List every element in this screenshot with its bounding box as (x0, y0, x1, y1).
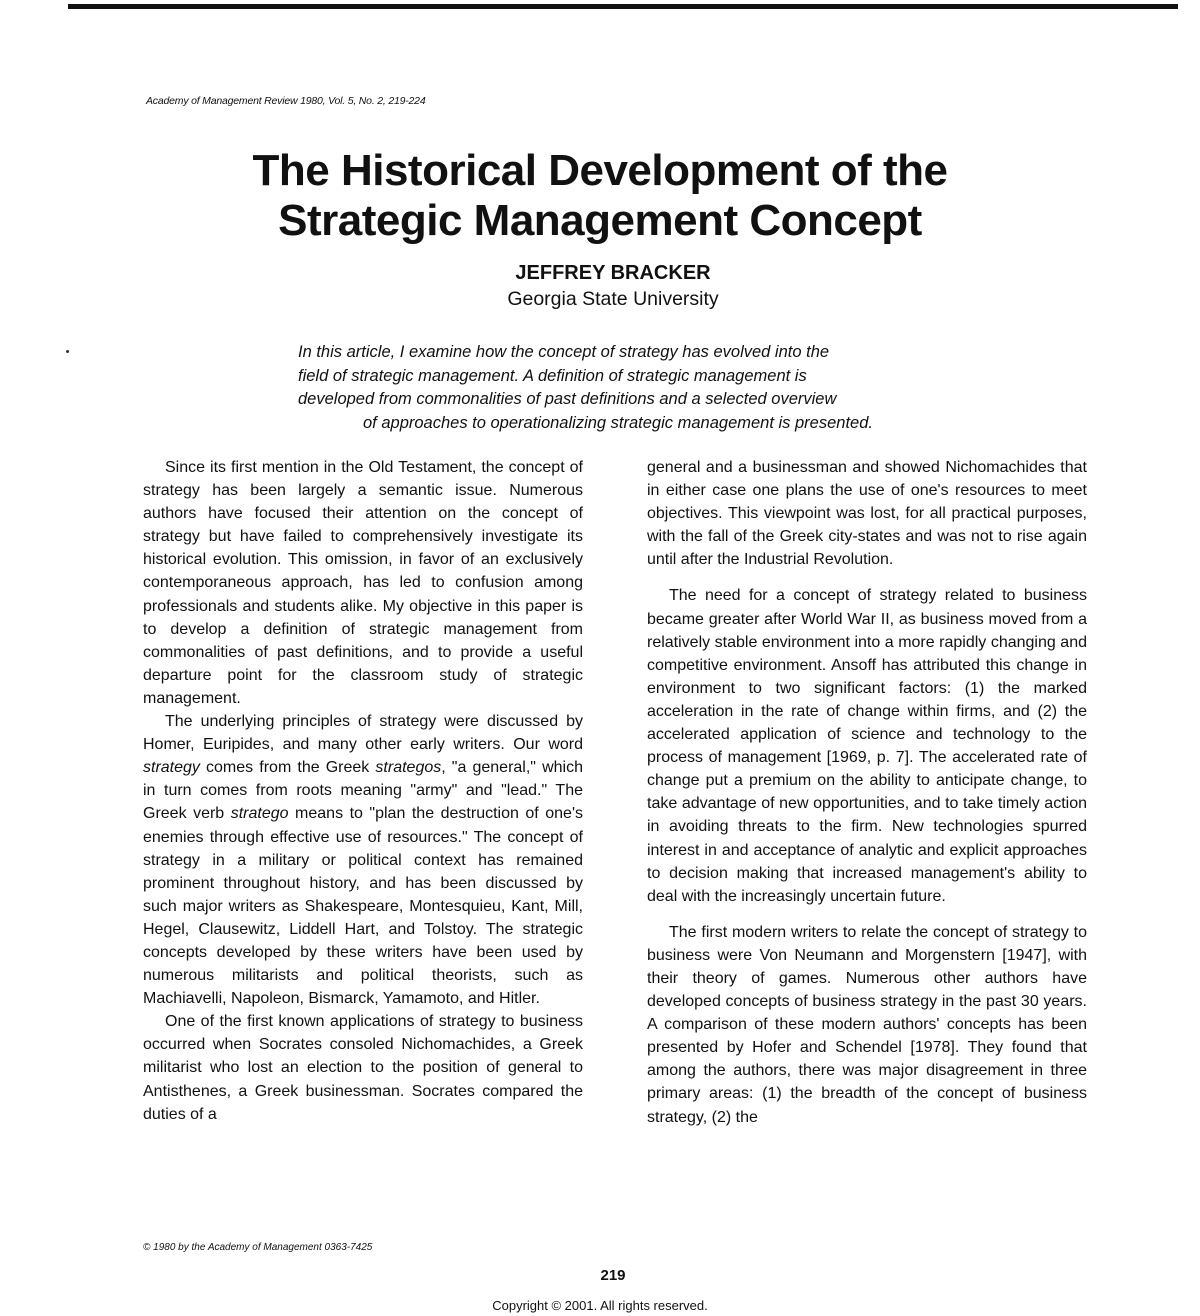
paragraph: The first modern writers to relate the concept of strategy to business were Von Neumann and Morgenstern [1947], with their theory of games. Numerous other authors have developed concepts of business strategy in the past 30 years. A comparison of these modern authors' concepts has been presented by Hofer and Schendel [1978]. They found that among the authors, there was major disagreement in three primary areas: (1) the breadth of the concept of business strategy, (2) the (647, 923, 1087, 1126)
text-run: means to "plan the destruction of one's enemies through effective use of resources." The concept of strategy in a military or political context has remained prominent throughout history, and has been discussed by such major writers as Shakespeare, Montesquieu, Kant, Mill, Hegel, Clausewitz, Liddell Hart, and Tolstoy. The strategic concepts developed by these writers have been used by numerous militarists and political theorists, such as Machiavelli, Napoleon, Bismarck, Yamamoto, and Hitler. (143, 805, 583, 1008)
text-run: The underlying principles of strategy were discussed by Homer, Euripides, and many other early writers. Our word (143, 713, 583, 754)
journal-citation: Academy of Management Review 1980, Vol. 5, No. 2, 219-224 (146, 95, 426, 107)
paragraph: Since its first mention in the Old Testament, the concept of strategy has been largely a semantic issue. Numerous authors have focused their attention on the concept of strategy but have failed to comprehensively investigate its historical evolution. This omission, in favor of an exclusively contemporaneous approach, has led to confusion among professionals and students alike. My objective in this paper is to develop a definition of strategic management from commonalities of past definitions, and to provide a useful departure point for the classroom study of strategic management. (143, 459, 583, 707)
abstract-line: developed from commonalities of past definitions and a selected overview (298, 390, 837, 408)
copyright-notice: Copyright © 2001. All rights reserved. (492, 1298, 708, 1313)
paragraph: general and a businessman and showed Nichomachides that in either case one plans the use of one's resources to meet objectives. This viewpoint was lost, for all practical purposes, with the fall of the Greek city-states and was not to rise again until after the Industrial Revolution. (647, 459, 1087, 569)
body-column-right (647, 456, 1087, 1129)
abstract-line: field of strategic management. A definition of strategic management is (298, 366, 807, 385)
italic-term: strategy (143, 759, 200, 777)
abstract-line: of approaches to operationalizing strategic management is presented. (363, 413, 873, 432)
italic-term: strategos (375, 759, 442, 777)
abstract (298, 341, 938, 435)
page-number: 219 (600, 1267, 626, 1284)
paragraph: The need for a concept of strategy related to business became greater after World War II, as business moved from a relatively stable environment into a more rapidly changing and competitive environment. Ansoff has attributed this change in environment to two significant factors: (1) the marked acceleration in the rate of change within firms, and (2) the accelerated application of science and technology to the process of management [1969, p. 7]. The accelerated rate of change put a premium on the ability to anticipate change, to take advantage of new opportunities, and to take timely action in avoiding threats to the firm. New technologies spurred interest in and acceptance of analytic and explicit approaches to decision making that increased management's ability to deal with the increasingly uncertain future. (647, 587, 1087, 905)
text-run: comes from the Greek (199, 759, 376, 777)
paragraph (143, 710, 583, 1010)
copyright-footnote: © 1980 by the Academy of Management 0363-7425 (143, 1242, 373, 1253)
body-column-left (143, 456, 583, 1126)
stray-mark (66, 350, 69, 353)
abstract-line: In this article, I examine how the concept of strategy has evolved into the (298, 343, 830, 361)
text-run: , "a general," which in turn comes from roots meaning "army" and "lead." The Greek verb (143, 759, 583, 823)
title-line-1: The Historical Development of the (252, 146, 948, 195)
title-line-2: Strategic Management Concept (278, 196, 922, 245)
author-affiliation: Georgia State University (507, 288, 719, 310)
paragraph: One of the first known applications of strategy to business occurred when Socrates consoled Nichomachides, a Greek militarist who lost an election to the position of general to Antisthenes, a Greek businessman. Socrates compared the duties of a (143, 1013, 583, 1123)
article-title (0, 146, 1200, 246)
top-rule (68, 4, 1178, 9)
italic-term: stratego (230, 805, 289, 823)
author-name: JEFFREY BRACKER (515, 262, 711, 284)
